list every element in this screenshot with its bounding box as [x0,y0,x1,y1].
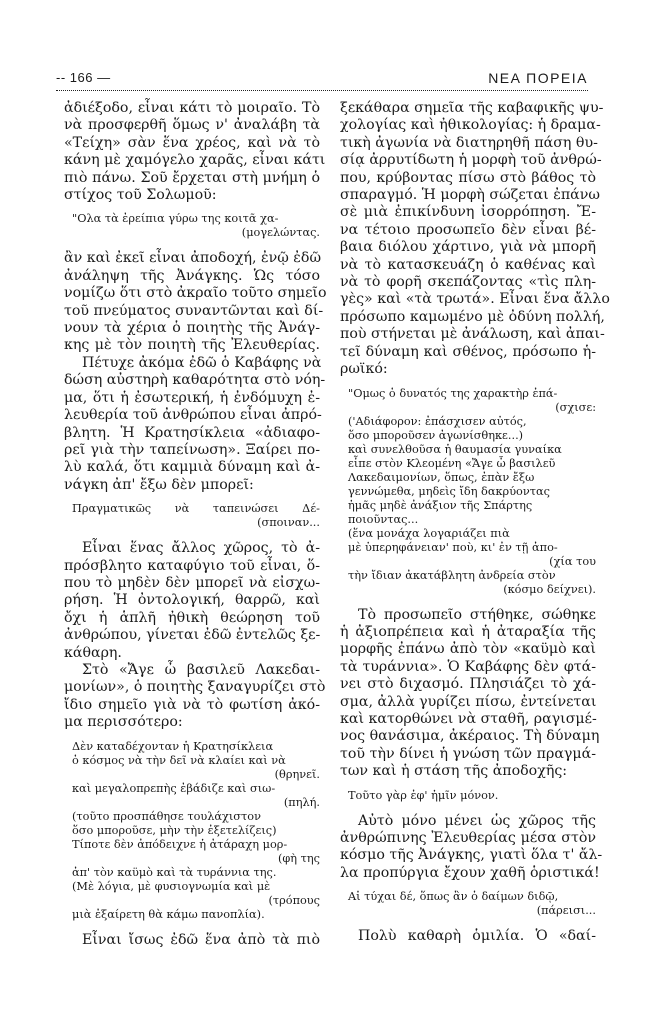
text-line: ἀνθρώπινης Ἐλευθερίας μέσα στὸν [340,829,596,846]
page-number: -- 166 — [56,70,111,85]
verse-line: Αἱ τύχαι δέ, ὅπως ἂν ὁ δαίμων διδῷ, [348,890,559,904]
paragraph [64,932,320,949]
verse-line: (κόσμο δείχνει). [503,582,596,596]
paragraph [340,928,596,945]
text-line: που, κρύβοντας πίσω στὸ βάθος τὸ [340,169,596,186]
paragraph [64,355,320,372]
text-line: νὰ τὸ κατασκευάζη ὁ καθένας καὶ [340,256,596,273]
text-line: μα περισσότερο: [64,714,183,731]
verse-line: ἡμᾶς μηδὲ ἀνάξιον τῆς Σπάρτης [348,498,533,512]
text-line: τικὴ ἀγωνία νὰ διατηρηθῆ πάση θυ- [340,134,598,151]
text-line: νὰ προσφερθῆ ὅμως ν' ἀναλάβη τὰ [64,117,320,134]
text-line: ἀνάληψη τῆς Ἀνάγκης. Ὡς τόσο [64,267,320,284]
verse-line: (φὴ της [277,851,320,865]
text-line: ρεῖ γιὰ τὴν ταπείνωση». Ξαίρει πο- [64,441,320,458]
text-line: δώση αὐστηρὴ καθαρότητα στὸ νόη- [64,372,326,389]
text-line: να τέτοιο προσωπεῖο δὲν εἶναι βέ- [340,221,596,238]
text-line: Τὸ προσωπεῖο στήθηκε, σώθηκε [358,606,596,623]
verse-line: ἀπ' τὸν καϋμὸ καὶ τὰ τυράννια της. [72,865,277,879]
text-line: λευθερία τοῦ ἀνθρώπου εἶναι ἀπρό- [64,407,322,424]
text-line: «Τείχη» σὰν ἕνα χρέος, καὶ νὰ τὸ [64,134,320,151]
text-line: πιὸ πάνω. Σοῦ ἔρχεται στὴ μνήμη ὁ [64,169,320,186]
page-header [56,70,588,92]
verse-line: μὲ ὑπερηφάνειαν' ποὺ, κι' ἐν τῇ ἀπο- [348,540,558,554]
text-line: νάγκη ἀπ' ἔξω δὲν μπορεῖ: [64,476,254,493]
text-line: κης μὲ τὸν ποιητὴ τῆς Ἐλευθερίας. [64,337,320,354]
paragraph [64,250,327,354]
text-line: νὰ τὸ φορῆ σκεπάζοντας «τὶς πλη- [340,274,596,291]
text-line: Εἶναι ἴσως ἐδῶ ἕνα ἀπὸ τὰ πιὸ [82,931,320,948]
verse-line: ὁ κόσμος νὰ τὴν δεῖ νὰ κλαίει καὶ νὰ [72,753,286,767]
text-line: Στὸ «Ἄγε ὦ βασιλεῦ Λακεδαι- [82,661,320,678]
verse-line: τὴν ἴδιαν ἀκατάβλητη ἀνδρεία στὸν [348,568,556,582]
journal-title: ΝΕΑ ΠΟΡΕΙΑ [488,70,588,86]
verse-line: (Μὲ λόγια, μὲ φυσιογνωμία καὶ μὲ [72,879,271,893]
text-line: βλητη. Ἡ Κρατησίκλεια «ἀδιαφο- [64,424,320,441]
verse-quote [348,890,596,918]
verse-line: (τρόπους [268,893,320,907]
verse-quote [72,502,320,530]
text-line: ἀδιέξοδο, εἶναι κάτι τὸ μοιραῖο. Τὸ [64,100,320,116]
verse-line: Λακεδαιμονίων, ὅπως, ἐπὰν ἔξω [348,470,535,484]
text-line: σμα, ἀλλὰ γυρίζει πίσω, ἐντείνεται [340,693,597,710]
verse-quote [348,387,596,597]
text-line: καὶ κατορθώνει νὰ σταθῆ, ραγισμέ- [340,710,597,727]
verse-quote [72,212,320,240]
text-line: μορφῆς ἐπάνω ἀπὸ τὸν «καϋμὸ καὶ [340,641,596,658]
paragraph [64,100,326,204]
text-line: των καὶ ἡ στάση τῆς ἀποδοχῆς: [340,763,568,780]
verse-line: εἶπε στὸν Κλεομένη «Ἄγε ὦ βασιλεῦ [348,456,556,470]
text-line: ἡ ἀξιοπρέπεια καὶ ἡ ἀταραξία τῆς [340,623,596,640]
text-line: ρωϊκό: [340,361,388,378]
text-line: τεῖ δύναμη καὶ σθένος, πρόσωπο ἡ- [340,343,596,360]
text-line: βαια διόλου χάρτινο, γιὰ νὰ μπορῆ [340,239,596,256]
verse-line: (τοῦτο προσπάθησε τουλάχιστον [72,809,261,823]
verse-line: Τοῦτο γὰρ ἐφ' ἡμῖν μόνον. [348,788,499,802]
text-line: κάνη μὲ χαμόγελο χαρᾶς, εἶναι κάτι [64,152,326,169]
text-line: νει στὸ διχασμό. Πλησιάζει τὸ χά- [340,676,596,693]
text-line: πρόσωπο καμωμένο μὲ ὀδύνη πολλή, [340,308,605,325]
verse-line: Δὲν καταδέχονταν ἡ Κρατησίκλεια [72,739,274,753]
text-line: σὲ μιὰ ἐπικίνδυνη ἰσορρόπηση. Ἔ- [340,204,596,221]
text-line: νος θανάσιμα, ἀκέραιος. Τὴ δύναμη [340,728,600,745]
verse-line: μιὰ ἐξαίρετη θὰ κάμω πανοπλία). [72,907,265,921]
text-line: ποὺ στήνεται μὲ ἀνάλωση, καὶ ἀπαι- [340,326,605,343]
paragraph [340,812,603,883]
verse-line: καὶ συνελθοῦσα ἡ θαυμασία γυναίκα [348,442,562,456]
verse-line: Τίποτε δὲν ἀπόδειχνε ἡ ἀτάραχη μορ- [72,837,288,851]
verse-line: καὶ μεγαλοπρεπὴς ἐβάδιζε καὶ σιω- [72,781,276,795]
paragraph-continued [64,372,326,494]
text-line: μα, ὅτι ἡ ἐσωτερική, ἡ ἐνδόμυχη ἐ- [64,389,320,406]
text-line: χολογίας καὶ ἠθικολογίας: ἡ δραμα- [340,117,601,134]
left-column [64,100,327,949]
text-line: κόσμο τῆς Ἀνάγκης, γιατὶ ὅλα τ' ἄλ- [340,847,603,864]
paragraph [64,540,320,662]
verse-line: "Ομως ὁ δυνατός της χαρακτὴρ ἐπά- [348,386,558,400]
text-line: τοῦ τὴν δίνει ἡ γνώση τῶν πραγμά- [340,745,596,762]
text-line: που τὸ μηδὲν δὲν μπορεῖ νὰ εἰσχω- [64,574,320,591]
paragraph [64,661,326,732]
text-line: νουν τὰ χέρια ὁ ποιητὴς τῆς Ἀνάγ- [64,320,320,337]
verse-line: ὅσο μποροῦσε, μὴν τὴν ἐξετελίζεις) [72,823,277,837]
verse-line: ('Αδιάφορον: ἐπάσχισεν αὐτός, [348,414,527,428]
verse-line: (σποιναν... [257,516,320,530]
verse-line: (πάρεισι... [536,904,596,918]
text-line: λα προπύργια ἔχουν χαθῆ ὁριστικά! [340,864,600,881]
text-line: τοῦ πνεύματος συναντῶνται καὶ δί- [64,302,324,319]
verse-line: Πραγματικῶς νὰ ταπεινώσει Δέ- [72,502,320,516]
text-line: Αὐτὸ μόνο μένει ὡς χῶρος τῆς [358,812,596,829]
text-line: Πολὺ καθαρὴ ὁμιλία. Ὁ «δαί- [358,928,596,945]
text-line: ἴδιο σημεῖο γιὰ νὰ τὸ φωτίση ἀκό- [64,696,320,713]
text-line: ρήση. Ἡ ὀντολογική, θαρρῶ, καὶ [64,592,320,609]
text-line: τὰ τυράννια». Ὁ Καβάφης δὲν φτά- [340,658,596,675]
verse-line: (μογελώντας. [241,226,320,240]
text-line: πρόσβλητο καταφύγιο τοῦ εἶναι, ὅ- [64,557,320,574]
verse-line: (πηλή. [283,795,320,809]
verse-line: (χία του [549,554,596,568]
verse-line: ὅσο μποροῦσεν ἀγωνίσθηκε...) [348,428,524,442]
verse-line: ποιοῦντας... [348,512,419,526]
text-line: ὄχι ἡ ἁπλῆ ἠθικὴ θεώρηση τοῦ [64,609,320,626]
text-line: ἀνθρώπου, γίνεται ἐδῶ ἐντελῶς ξε- [64,627,321,644]
verse-line: (σχισε: [555,400,596,414]
verse-line: "Ολα τὰ ἐρείπια γύρω της κοιτᾶ χα- [72,212,279,226]
verse-quote [348,789,596,803]
verse-line: (ἕνα μονάχα λογαριάζει πιὰ [348,526,510,540]
header-rule [56,90,588,91]
text-line: ξεκάθαρα σημεῖα τῆς καβαφικῆς ψυ- [340,100,604,116]
text-line: μονίων», ὁ ποιητὴς ξαναγυρίζει στὸ [64,679,326,696]
paragraph [340,100,610,379]
text-line: γὲς» καὶ «τὰ τρωτά». Εἶναι ἕνα ἄλλο [340,291,610,308]
text-line: σπαραγμό. Ἡ μορφὴ σώζεται ἐπάνω [340,187,600,204]
verse-quote [72,740,320,922]
text-line: σίᾳ ἀρρυτίδωτη ἡ μορφὴ τοῦ ἀνθρώ- [340,152,602,169]
paragraph [340,606,600,781]
text-line: κάθαρη. [64,644,122,661]
verse-line: (θρηνεῖ. [274,767,320,781]
text-line: ἂν καὶ ἐκεῖ εἶναι ἀποδοχή, ἐνῷ ἐδῶ [64,250,322,267]
text-line: Εἶναι ἕνας ἄλλος χῶρος, τὸ ἀ- [82,540,320,557]
verse-line: γεννώμεθα, μηδεὶς ἴδη δακρύοντας [348,484,550,498]
text-line: στίχος τοῦ Σολωμοῦ: [64,187,217,204]
right-column [340,100,610,946]
text-line: λὺ καλά, ὅτι καμμιὰ δύναμη καὶ ἀ- [64,459,320,476]
text-line: νομίζω ὅτι στὸ ἀκραῖο τοῦτο σημεῖο [64,285,327,302]
text-line: Πέτυχε ἀκόμα ἐδῶ ὁ Καβάφης νὰ [82,354,322,371]
